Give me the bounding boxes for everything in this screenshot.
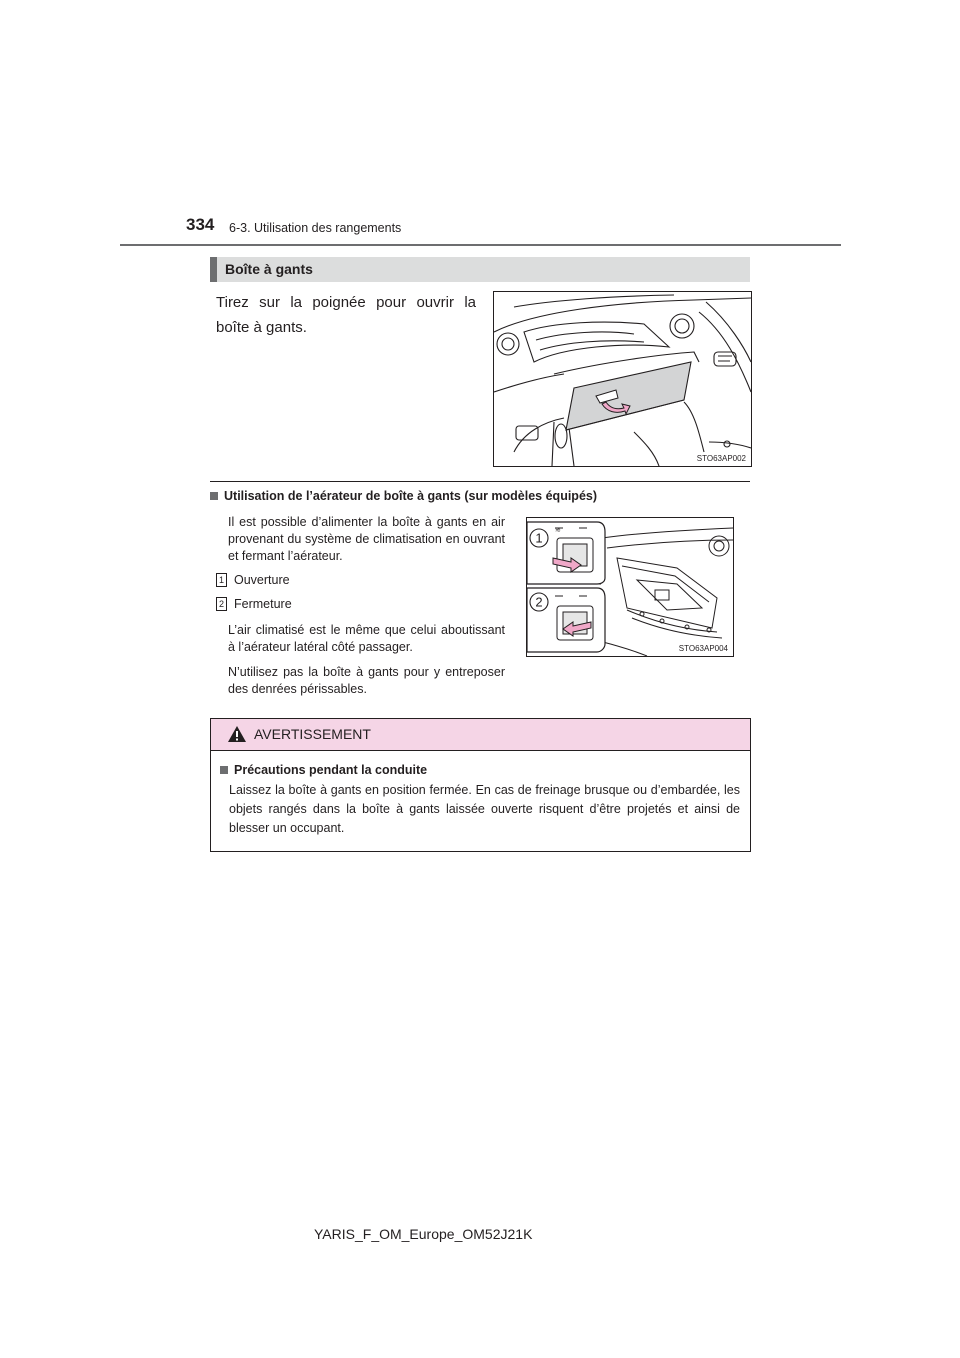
warning-header bbox=[211, 719, 750, 751]
section-divider bbox=[210, 481, 750, 482]
section-heading-bar bbox=[210, 257, 217, 282]
glove-box-figure bbox=[493, 291, 752, 467]
list-item-label: Ouverture bbox=[234, 573, 290, 587]
figure-code: STO63AP002 bbox=[696, 454, 746, 463]
vent-figure bbox=[526, 517, 734, 657]
paragraph-air: L’air climatisé est le même que celui aboutissant à l’aérateur latéral côté passager. bbox=[228, 623, 505, 654]
header-rule bbox=[120, 244, 841, 246]
number-box: 1 bbox=[216, 573, 227, 587]
warning-triangle-icon bbox=[227, 725, 247, 743]
callout-1-label: 1 bbox=[535, 530, 543, 546]
glove-box-illustration bbox=[494, 292, 751, 466]
square-bullet-icon bbox=[210, 492, 218, 500]
svg-text:≋: ≋ bbox=[555, 527, 561, 534]
subsection-title: Utilisation de l’aérateur de boîte à gants (sur modèles équipés) bbox=[224, 489, 598, 503]
paragraph-intro: Il est possible d’alimenter la boîte à gants en air provenant du système de climatisation en ouvrant et fermant l’aérateur. bbox=[228, 515, 505, 563]
chapter-title: 6-3. Utilisation des rangements bbox=[229, 221, 402, 235]
vent-illustration bbox=[527, 518, 733, 656]
section-heading bbox=[210, 257, 750, 282]
figure-code: STO63AP004 bbox=[678, 644, 728, 653]
list-item bbox=[216, 597, 292, 611]
square-bullet-icon bbox=[220, 766, 228, 774]
warning-subtitle-row bbox=[220, 763, 427, 777]
list-item bbox=[216, 573, 290, 587]
warning-subtitle: Précautions pendant la conduite bbox=[234, 763, 428, 777]
paragraph-storage: N’utilisez pas la boîte à gants pour y entreposer des denrées périssables. bbox=[228, 665, 505, 696]
footer-doc-id: YARIS_F_OM_Europe_OM52J21K bbox=[314, 1226, 533, 1242]
warning-label: AVERTISSEMENT bbox=[254, 726, 371, 742]
section-title: Boîte à gants bbox=[225, 261, 313, 277]
subsection-heading bbox=[210, 489, 597, 503]
warning-text: Laissez la boîte à gants en position fermée. En cas de freinage brusque ou d’embardée, les objets rangés dans la boîte à gants laissée ouverte risquent d’être projetés et ainsi de blesser un occupant. bbox=[229, 783, 740, 835]
callout-2-label: 2 bbox=[535, 594, 543, 610]
warning-box bbox=[210, 718, 751, 852]
section-intro: Tirez sur la poignée pour ouvrir la boîte à gants. bbox=[216, 294, 476, 336]
page-number: 334 bbox=[186, 215, 215, 234]
list-item-label: Fermeture bbox=[234, 597, 292, 611]
number-box: 2 bbox=[216, 597, 227, 611]
